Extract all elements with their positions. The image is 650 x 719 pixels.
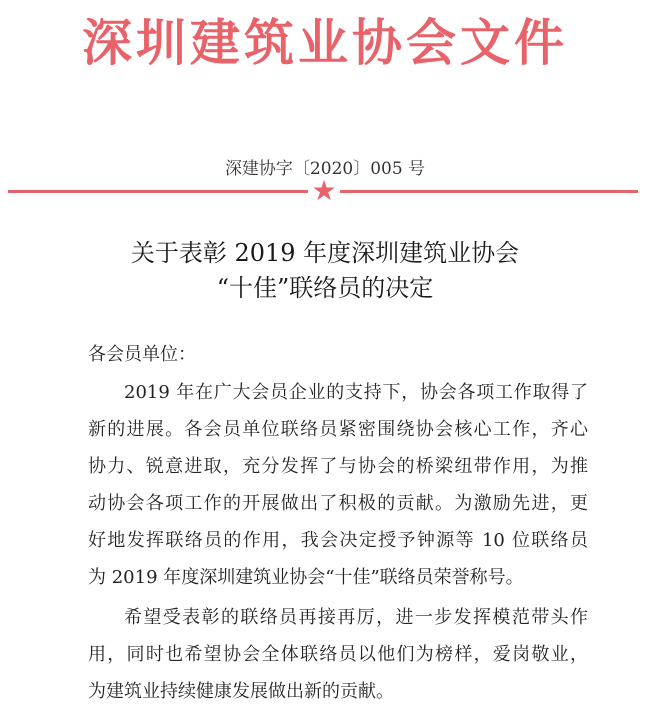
paragraph-2-line: 希望受表彰的联络员再接再厉，进一步发挥模范带头作 <box>124 607 588 628</box>
paragraph-1-line: 2019 年在广大会员企业的支持下，协会各项工作取得了 <box>124 382 588 403</box>
paragraph-2-line: 为建筑业持续健康发展做出新的贡献。 <box>88 681 394 702</box>
paragraph-1-line: 为 2019 年度深圳建筑业协会“十佳”联络员荣誉称号。 <box>88 567 524 588</box>
document-title-line-2: “十佳”联络员的决定 <box>216 274 434 302</box>
document-title-line-1: 关于表彰 2019 年度深圳建筑业协会 <box>130 239 520 267</box>
salutation: 各会员单位： <box>88 344 196 365</box>
paragraph-1-line: 动协会各项工作的开展做出了积极的贡献。为激励先进，更 <box>88 493 588 514</box>
document-header-title: 深圳建筑业协会文件 <box>82 13 568 72</box>
paragraph-1-line: 协力、锐意进取，充分发挥了与协会的桥梁纽带作用，为推 <box>88 456 588 477</box>
divider-left <box>8 190 308 193</box>
document-number: 深建协字〔2020〕005 号 <box>224 159 426 179</box>
divider-right <box>340 190 638 193</box>
star-icon: ★ <box>311 174 337 207</box>
paragraph-2-line: 用，同时也希望协会全体联络员以他们为榜样，爱岗敬业， <box>88 644 588 665</box>
paragraph-1-line: 好地发挥联络员的作用，我会决定授予钟源等 10 位联络员 <box>88 530 588 551</box>
paragraph-1-line: 新的进展。各会员单位联络员紧密围绕协会核心工作，齐心 <box>88 419 588 440</box>
